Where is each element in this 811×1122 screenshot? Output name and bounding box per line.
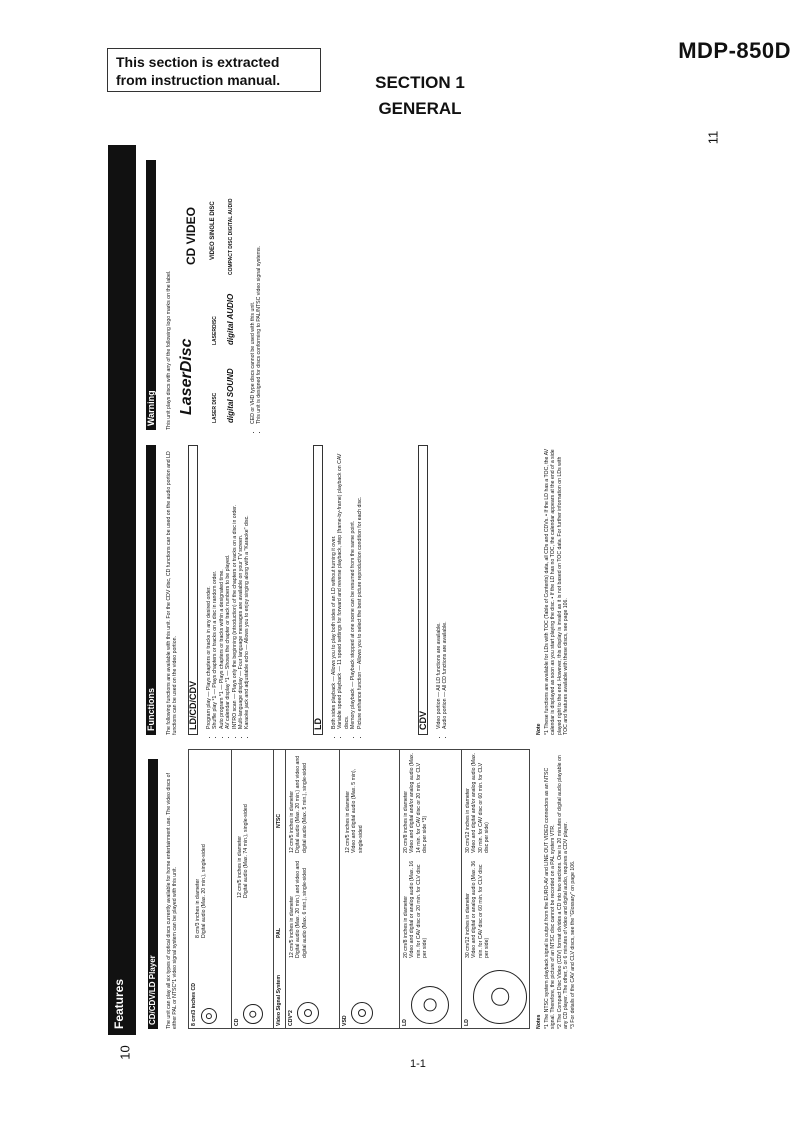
digital-audio-logo: digital AUDIO [226,293,235,345]
disc-table [188,749,530,1029]
row-label-2: CDV*2 [288,1010,294,1026]
section-heading [350,70,490,122]
row-label-1: CD [234,1018,240,1026]
model-number: MDP-850D [678,38,791,63]
video-single-disc-logo: VIDEO SINGLE DISC [210,201,216,260]
ld-heading: LD [313,445,323,735]
functions-note-title: Note [536,723,542,735]
row-shared-0: 8 cm/3 inches in diameter Digital audio (Max. 20 min.), single-sided [195,844,208,938]
notes-title: Notes [536,1014,542,1029]
disc-vsd-icon [351,1002,373,1024]
row-label-3: VSD [342,1015,348,1026]
features-intro: The unit can play all six types of optical discs currently available for home entertainment use. The video discs of either PAL or NTSC*1 video signal system can be played with this unit. [166,773,179,1029]
fn-item: • Variable speed playback — 11 speed settings for forward and reverse playback, step (frame-by-frame) playback on CAV discs. [337,445,350,729]
ld-cd-cdv-heading: LD/CD/CDV [188,445,198,735]
row-ntsc-4: 20 cm/8 inches in diameter Video and digital and/or analog audio (Max. 14 min. for CAV disc or 20 min. for CLV disc per side *3) [403,753,429,853]
fn-item: • Video portion — All LD functions are available. [436,445,442,729]
laser-disc-logo: LASER DISC [212,392,218,423]
cd-player-heading: CD/CDV/LD Player [148,759,158,1029]
disc-cdv-icon [297,1002,319,1024]
features-bar [108,145,136,1035]
warning-notes [250,160,263,430]
functions-intro: The following functions are available with this unit. For the CDV disc, CD functions can be used on the audio portion and LD functions can be used on the video portion. [166,451,179,735]
row-pal-2: 12 cm/5 inches in diameter Digital audio (Max. 20 min.) and video and digital audio (Max. 6 min.), single-sided [289,860,308,958]
col-pal: PAL [276,928,282,938]
row-ntsc-5: 30 cm/12 inches in diameter Video and digital and/or analog audio (Max. 30 min. for CAV disc or 60 min. for CLV disc per side) [465,753,491,853]
right-page-number: 11 [705,130,721,145]
note-2: *2 The Compact Disc Video (CDV) format divides a CD into two sections. One is 20 minutes of digital audio playable on any CD player. The other, 5 or 6 minutes of video and digital audio, requires a CDV player. [556,755,570,1029]
row-pal-4: 20 cm/8 inches in diameter Video and digital or analog audio (Max. 16 min. for CAV disc or 20 min. for CLV disc per side) [403,860,429,958]
col-video-signal: Video Signal System [276,975,282,1026]
cdv-list [436,445,449,735]
fn-item: • Karaoke jack and adjustable echo — Allows you to enjoy singing along with a "Karaoke" disc. [244,445,250,729]
section-title: GENERAL [378,99,462,118]
fn-item: • Memory playback — Playback stopped at one scene can be resumed from the same point. [350,445,356,729]
fn-item: • Picture enhance function — Allows you to select the best picture reproduction condition for each disc. [357,445,363,729]
col-ntsc: NTSC [276,813,282,828]
fn-item: • Multi-language display — Four language messages are available on your TV screen. [238,445,244,729]
fn-item: • Auto program *1 — Plays chapters or tracks within a designated time. [219,445,225,729]
cd-video-logo: CD VIDEO [184,206,198,265]
cdv-heading: CDV [418,445,428,735]
row-ntsc-2: 12 cm/5 inches in diameter Digital audio (Max. 20 min.) and video and digital audio (Max. 5 min.), single-sided [289,755,308,853]
feature-notes [544,753,576,1029]
note-3: *3 For details of the CAV and CLV discs, see the "Glossary" on page 106. [569,860,576,1029]
row-shared-1: 12 cm/5 inches in diameter Digital audio (Max. 74 min.), single-sided [237,804,250,898]
warning-note: • This unit is designed for discs conforming to PAL/NTSC video signal systems. [256,160,262,424]
row-label-0: 8 cm/3 inches CD [191,983,197,1026]
disc-ld30-icon [473,970,527,1024]
manual-spread [108,145,718,1035]
ld-cd-cdv-list [206,445,251,735]
functions-note: *1 These functions are available for LDs with TOC (Table of Contents) data, all CDs and CDVs. • If the LD has a TOC, the AV calendar is displayed as soon as you start playing the disc. • If the LD has no TOC, the calendar appears at the end of a side played right to the end. However, this display is invalid as it is not based on TOC data. For further information on LDs with TOC and features available with these discs, see page 106. [544,448,570,735]
warning-note: • CED or VHD type discs cannot be used with this unit. [250,160,256,424]
extract-notice: This section is extracted from instruction manual. [107,48,321,92]
row-label-4: LD [402,1019,408,1026]
left-page-number: 10 [117,1045,133,1060]
fn-item: • INTRO scan — Plays only the beginning (introduction) of the chapters or tracks on a disc in order. [232,445,238,729]
digital-sound-logo: digital SOUND [226,368,235,423]
laserdisc-small-logo: LASERDISC [212,316,218,345]
disc-cd8-icon [201,1008,217,1024]
page-footer: 1-1 [410,1058,426,1070]
fn-item: • Both sides playback — Allows you to play both sides of an LD without turning it over. [331,445,337,729]
disc-cd-icon [243,1004,263,1024]
fn-item: • Audio portion — All CD functions are available. [442,445,448,729]
fn-item: • AV calendar display *1 — Shows the chapter or track numbers to be played. [225,445,231,729]
compact-disc-logo: COMPACT DISC DIGITAL AUDIO [228,198,234,275]
features-title: Features [112,978,126,1029]
disc-ld20-icon [411,986,449,1024]
fn-item: • Program play — Plays chapters or tracks in any desired order. [206,445,212,729]
row-ntsc-3: 12 cm/5 inches in diameter Video and digital audio (Max. 5 min), single-sided [345,768,364,853]
note-1: *1 The NTSC system playback signal is output from the EURO-AV and LINE OUT VIDEO connectors as an NTSC signal. Therefore, the picture of an NTSC disc cannot be recorded on a PAL system VTR. [544,767,557,1029]
warning-intro: This unit plays discs with any of the following logo marks on the label. [166,270,172,430]
warning-heading: Warning [146,160,156,430]
row-label-5: LD [464,1019,470,1026]
laserdisc-logo: LaserDisc [178,338,195,415]
ld-list [331,445,363,735]
fn-item: • Shuffle play *1 — Plays chapters or tracks on a disc in random order. [212,445,218,729]
section-number: SECTION 1 [375,73,465,92]
row-pal-5: 30 cm/12 inches in diameter Video and digital or analog audio (Max. 36 min. for CAV disc or 60 min. for CLV disc per side) [465,860,491,958]
functions-heading: Functions [146,445,156,735]
